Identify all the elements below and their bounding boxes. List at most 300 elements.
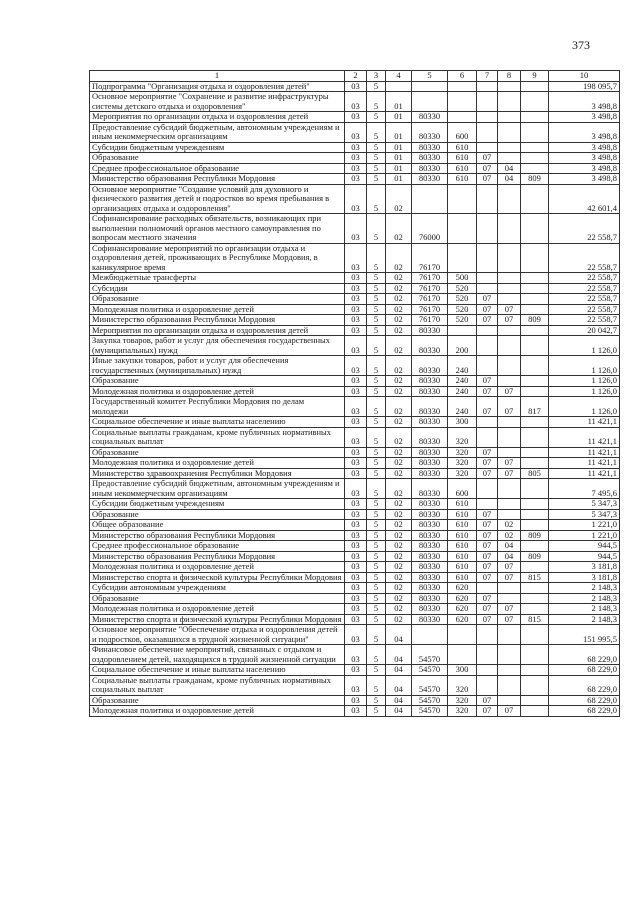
code-cell: 5 <box>367 184 386 214</box>
code-cell: 80330 <box>412 325 448 336</box>
amount-cell: 5 347,3 <box>549 509 620 520</box>
code-cell <box>498 593 521 604</box>
code-cell: 5 <box>367 458 386 469</box>
table-row <box>90 174 620 185</box>
amount-cell: 3 181,8 <box>549 562 620 573</box>
code-cell: 610 <box>448 142 477 153</box>
table-row <box>90 386 620 397</box>
code-cell: 815 <box>521 614 549 625</box>
row-name-cell: Образование <box>90 593 345 604</box>
code-cell: 07 <box>498 562 521 573</box>
code-cell: 02 <box>386 479 412 499</box>
row-name-cell: Молодежная политика и оздоровление детей <box>90 706 345 717</box>
code-cell <box>498 153 521 164</box>
code-cell: 03 <box>345 541 367 552</box>
code-cell: 03 <box>345 153 367 164</box>
code-cell <box>498 336 521 356</box>
table-row <box>90 551 620 562</box>
code-cell <box>477 122 498 142</box>
code-cell: 07 <box>477 376 498 387</box>
row-name-cell: Софинансирование расходных обязательств, возникающих при выполнении полномочий органов местного самоуправления по вопросам местного значения <box>90 214 345 244</box>
code-cell: 520 <box>448 294 477 305</box>
code-cell: 02 <box>386 417 412 428</box>
table-row <box>90 214 620 244</box>
code-cell: 809 <box>521 174 549 185</box>
code-cell: 07 <box>477 593 498 604</box>
code-cell: 03 <box>345 273 367 284</box>
code-cell: 5 <box>367 645 386 665</box>
code-cell: 02 <box>386 499 412 510</box>
row-name-cell: Министерство образования Республики Мордовия <box>90 315 345 326</box>
code-cell <box>521 520 549 531</box>
table-row <box>90 92 620 112</box>
code-cell: 02 <box>386 283 412 294</box>
code-cell: 5 <box>367 153 386 164</box>
code-cell: 5 <box>367 499 386 510</box>
code-cell <box>477 356 498 376</box>
code-cell <box>498 325 521 336</box>
code-cell: 80330 <box>412 468 448 479</box>
code-cell: 02 <box>386 468 412 479</box>
row-name-cell: Социальные выплаты гражданам, кроме публичных нормативных социальных выплат <box>90 427 345 447</box>
amount-cell: 22 558,7 <box>549 294 620 305</box>
code-cell <box>477 645 498 665</box>
amount-cell: 68 229,0 <box>549 665 620 676</box>
amount-cell: 151 995,5 <box>549 625 620 645</box>
code-cell <box>521 645 549 665</box>
code-cell: 02 <box>386 427 412 447</box>
code-cell <box>498 583 521 594</box>
code-cell: 54570 <box>412 695 448 706</box>
code-cell: 04 <box>498 174 521 185</box>
code-cell <box>498 81 521 92</box>
amount-cell: 11 421,1 <box>549 447 620 458</box>
table-row <box>90 625 620 645</box>
code-cell: 01 <box>386 142 412 153</box>
code-cell <box>477 499 498 510</box>
code-cell: 5 <box>367 604 386 615</box>
code-cell <box>448 81 477 92</box>
code-cell: 320 <box>448 695 477 706</box>
code-cell: 02 <box>498 520 521 531</box>
code-cell: 02 <box>386 614 412 625</box>
table-header-row <box>90 71 620 82</box>
code-cell: 02 <box>386 243 412 273</box>
code-cell: 5 <box>367 706 386 717</box>
row-name-cell: Финансовое обеспечение мероприятий, связанных с отдыхом и оздоровлением детей, находящихся в трудной жизненной ситуации <box>90 645 345 665</box>
code-cell: 5 <box>367 273 386 284</box>
code-cell: 80330 <box>412 541 448 552</box>
code-cell: 817 <box>521 397 549 417</box>
code-cell: 03 <box>345 356 367 376</box>
code-cell: 02 <box>386 541 412 552</box>
code-cell: 07 <box>477 551 498 562</box>
code-cell: 805 <box>521 468 549 479</box>
code-cell: 03 <box>345 315 367 326</box>
code-cell: 03 <box>345 593 367 604</box>
code-cell: 80330 <box>412 593 448 604</box>
code-cell: 07 <box>477 153 498 164</box>
header-cell: 9 <box>521 71 549 82</box>
code-cell: 80330 <box>412 163 448 174</box>
code-cell: 5 <box>367 163 386 174</box>
amount-cell: 3 498,8 <box>549 112 620 123</box>
code-cell: 03 <box>345 499 367 510</box>
row-name-cell: Молодежная политика и оздоровление детей <box>90 604 345 615</box>
code-cell: 03 <box>345 479 367 499</box>
code-cell: 5 <box>367 81 386 92</box>
code-cell: 02 <box>386 447 412 458</box>
code-cell: 03 <box>345 675 367 695</box>
code-cell <box>521 304 549 315</box>
code-cell: 03 <box>345 604 367 615</box>
amount-cell: 68 229,0 <box>549 645 620 665</box>
row-name-cell: Субсидии бюджетным учреждениям <box>90 499 345 510</box>
amount-cell: 22 558,7 <box>549 304 620 315</box>
code-cell: 5 <box>367 325 386 336</box>
amount-cell: 944,5 <box>549 541 620 552</box>
code-cell: 03 <box>345 174 367 185</box>
code-cell <box>521 184 549 214</box>
code-cell: 80330 <box>412 397 448 417</box>
code-cell <box>412 92 448 112</box>
code-cell <box>498 479 521 499</box>
code-cell <box>498 645 521 665</box>
code-cell: 5 <box>367 92 386 112</box>
code-cell: 5 <box>367 562 386 573</box>
code-cell: 5 <box>367 417 386 428</box>
code-cell: 80330 <box>412 336 448 356</box>
code-cell: 07 <box>498 304 521 315</box>
code-cell: 03 <box>345 304 367 315</box>
code-cell: 5 <box>367 541 386 552</box>
code-cell <box>521 92 549 112</box>
table-row <box>90 665 620 676</box>
code-cell: 07 <box>477 294 498 305</box>
code-cell <box>521 509 549 520</box>
code-cell <box>521 499 549 510</box>
code-cell: 07 <box>498 315 521 326</box>
code-cell: 5 <box>367 376 386 387</box>
table-row <box>90 645 620 665</box>
code-cell: 03 <box>345 562 367 573</box>
code-cell: 5 <box>367 551 386 562</box>
code-cell: 54570 <box>412 665 448 676</box>
code-cell <box>477 112 498 123</box>
table-row <box>90 243 620 273</box>
code-cell <box>498 675 521 695</box>
amount-cell: 22 558,7 <box>549 273 620 284</box>
code-cell: 07 <box>477 706 498 717</box>
code-cell: 320 <box>448 468 477 479</box>
code-cell: 07 <box>477 541 498 552</box>
code-cell: 240 <box>448 356 477 376</box>
code-cell: 04 <box>386 706 412 717</box>
row-name-cell: Образование <box>90 509 345 520</box>
table-row <box>90 675 620 695</box>
code-cell <box>477 325 498 336</box>
code-cell: 07 <box>477 458 498 469</box>
row-name-cell: Межбюджетные трансферты <box>90 273 345 284</box>
code-cell: 5 <box>367 593 386 604</box>
code-cell <box>477 479 498 499</box>
code-cell: 07 <box>498 604 521 615</box>
header-cell: 4 <box>386 71 412 82</box>
code-cell: 80330 <box>412 153 448 164</box>
code-cell <box>521 604 549 615</box>
row-name-cell: Министерство здравоохранения Республики Мордовия <box>90 468 345 479</box>
code-cell <box>521 695 549 706</box>
row-name-cell: Субсидии бюджетным учреждениям <box>90 142 345 153</box>
amount-cell: 1 221,0 <box>549 530 620 541</box>
amount-cell: 11 421,1 <box>549 458 620 469</box>
code-cell <box>477 283 498 294</box>
code-cell <box>521 665 549 676</box>
code-cell: 620 <box>448 593 477 604</box>
code-cell: 5 <box>367 520 386 531</box>
table-row <box>90 81 620 92</box>
code-cell: 54570 <box>412 675 448 695</box>
code-cell: 02 <box>386 530 412 541</box>
code-cell: 02 <box>386 397 412 417</box>
amount-cell: 11 421,1 <box>549 417 620 428</box>
code-cell: 04 <box>386 675 412 695</box>
code-cell <box>521 675 549 695</box>
header-cell: 2 <box>345 71 367 82</box>
code-cell: 03 <box>345 325 367 336</box>
code-cell: 02 <box>386 356 412 376</box>
code-cell: 03 <box>345 92 367 112</box>
code-cell: 76170 <box>412 283 448 294</box>
code-cell: 80330 <box>412 572 448 583</box>
code-cell: 610 <box>448 562 477 573</box>
code-cell: 80330 <box>412 530 448 541</box>
code-cell: 07 <box>477 604 498 615</box>
table-row <box>90 583 620 594</box>
amount-cell: 3 498,8 <box>549 153 620 164</box>
code-cell <box>448 325 477 336</box>
code-cell: 5 <box>367 583 386 594</box>
code-cell: 04 <box>386 645 412 665</box>
code-cell: 03 <box>345 447 367 458</box>
table-row <box>90 468 620 479</box>
code-cell: 03 <box>345 551 367 562</box>
code-cell: 5 <box>367 447 386 458</box>
code-cell: 610 <box>448 509 477 520</box>
code-cell <box>498 356 521 376</box>
row-name-cell: Министерство образования Республики Мордовия <box>90 530 345 541</box>
amount-cell: 7 495,6 <box>549 479 620 499</box>
table-row <box>90 163 620 174</box>
code-cell: 07 <box>498 572 521 583</box>
code-cell: 5 <box>367 509 386 520</box>
code-cell: 07 <box>477 509 498 520</box>
amount-cell: 3 498,8 <box>549 174 620 185</box>
row-name-cell: Среднее профессиональное образование <box>90 541 345 552</box>
table-row <box>90 499 620 510</box>
code-cell <box>521 447 549 458</box>
code-cell: 07 <box>477 695 498 706</box>
code-cell <box>477 243 498 273</box>
code-cell: 01 <box>386 153 412 164</box>
table-row <box>90 122 620 142</box>
amount-cell: 68 229,0 <box>549 706 620 717</box>
code-cell: 80330 <box>412 386 448 397</box>
code-cell: 240 <box>448 397 477 417</box>
code-cell <box>477 184 498 214</box>
code-cell <box>498 695 521 706</box>
amount-cell: 1 126,0 <box>549 397 620 417</box>
row-name-cell: Молодежная политика и оздоровление детей <box>90 386 345 397</box>
code-cell: 02 <box>386 593 412 604</box>
code-cell: 03 <box>345 184 367 214</box>
code-cell: 07 <box>477 304 498 315</box>
amount-cell: 20 042,7 <box>549 325 620 336</box>
code-cell: 520 <box>448 304 477 315</box>
code-cell: 76170 <box>412 304 448 315</box>
row-name-cell: Субсидии <box>90 283 345 294</box>
code-cell: 02 <box>386 386 412 397</box>
code-cell <box>521 479 549 499</box>
code-cell: 320 <box>448 458 477 469</box>
amount-cell: 11 421,1 <box>549 468 620 479</box>
header-cell: 8 <box>498 71 521 82</box>
table-row <box>90 562 620 573</box>
code-cell: 5 <box>367 112 386 123</box>
code-cell: 02 <box>386 184 412 214</box>
table-row <box>90 541 620 552</box>
code-cell: 01 <box>386 112 412 123</box>
amount-cell: 2 148,3 <box>549 604 620 615</box>
amount-cell: 1 126,0 <box>549 356 620 376</box>
code-cell: 03 <box>345 376 367 387</box>
row-name-cell: Молодежная политика и оздоровление детей <box>90 562 345 573</box>
code-cell <box>521 417 549 428</box>
code-cell: 80330 <box>412 551 448 562</box>
table-row <box>90 427 620 447</box>
code-cell: 610 <box>448 499 477 510</box>
code-cell: 320 <box>448 675 477 695</box>
row-name-cell: Социальное обеспечение и иные выплаты населению <box>90 417 345 428</box>
code-cell: 02 <box>386 583 412 594</box>
code-cell <box>477 417 498 428</box>
row-name-cell: Образование <box>90 695 345 706</box>
code-cell <box>412 184 448 214</box>
code-cell: 03 <box>345 163 367 174</box>
code-cell: 07 <box>498 397 521 417</box>
code-cell <box>448 92 477 112</box>
code-cell: 240 <box>448 376 477 387</box>
row-name-cell: Среднее профессиональное образование <box>90 163 345 174</box>
code-cell: 03 <box>345 283 367 294</box>
code-cell: 5 <box>367 142 386 153</box>
amount-cell: 3 498,8 <box>549 142 620 153</box>
code-cell: 07 <box>498 614 521 625</box>
code-cell: 02 <box>386 520 412 531</box>
code-cell <box>521 593 549 604</box>
code-cell: 02 <box>386 551 412 562</box>
code-cell: 80330 <box>412 427 448 447</box>
code-cell: 02 <box>386 214 412 244</box>
code-cell: 76000 <box>412 214 448 244</box>
code-cell: 02 <box>386 572 412 583</box>
code-cell: 80330 <box>412 356 448 376</box>
row-name-cell: Образование <box>90 294 345 305</box>
code-cell: 07 <box>498 458 521 469</box>
amount-cell: 3 498,8 <box>549 163 620 174</box>
code-cell: 620 <box>448 583 477 594</box>
row-name-cell: Общее образование <box>90 520 345 531</box>
code-cell <box>521 122 549 142</box>
code-cell: 5 <box>367 614 386 625</box>
code-cell: 04 <box>498 163 521 174</box>
code-cell <box>412 625 448 645</box>
code-cell <box>521 153 549 164</box>
code-cell <box>498 112 521 123</box>
amount-cell: 2 148,3 <box>549 614 620 625</box>
code-cell: 02 <box>386 509 412 520</box>
code-cell: 02 <box>386 562 412 573</box>
code-cell <box>521 625 549 645</box>
amount-cell: 22 558,7 <box>549 243 620 273</box>
code-cell <box>477 583 498 594</box>
table-row <box>90 304 620 315</box>
code-cell <box>498 665 521 676</box>
code-cell: 5 <box>367 122 386 142</box>
amount-cell: 944,5 <box>549 551 620 562</box>
amount-cell: 3 181,8 <box>549 572 620 583</box>
code-cell: 07 <box>477 397 498 417</box>
code-cell: 03 <box>345 520 367 531</box>
code-cell: 5 <box>367 386 386 397</box>
code-cell: 76170 <box>412 243 448 273</box>
code-cell <box>521 214 549 244</box>
row-name-cell: Социальные выплаты гражданам, кроме публичных нормативных социальных выплат <box>90 675 345 695</box>
code-cell: 04 <box>498 541 521 552</box>
code-cell: 5 <box>367 315 386 326</box>
table-row <box>90 315 620 326</box>
code-cell <box>412 81 448 92</box>
code-cell <box>521 386 549 397</box>
code-cell: 80330 <box>412 520 448 531</box>
code-cell: 03 <box>345 386 367 397</box>
code-cell: 320 <box>448 447 477 458</box>
code-cell: 03 <box>345 112 367 123</box>
code-cell: 03 <box>345 214 367 244</box>
code-cell <box>477 92 498 112</box>
code-cell: 80330 <box>412 583 448 594</box>
code-cell: 5 <box>367 625 386 645</box>
table-row <box>90 509 620 520</box>
code-cell: 03 <box>345 695 367 706</box>
code-cell: 01 <box>386 174 412 185</box>
code-cell: 610 <box>448 153 477 164</box>
code-cell: 80330 <box>412 112 448 123</box>
code-cell: 5 <box>367 427 386 447</box>
code-cell <box>521 283 549 294</box>
code-cell <box>521 356 549 376</box>
code-cell: 07 <box>477 174 498 185</box>
table-row <box>90 572 620 583</box>
code-cell <box>448 112 477 123</box>
code-cell: 80330 <box>412 604 448 615</box>
code-cell: 320 <box>448 427 477 447</box>
code-cell: 04 <box>498 551 521 562</box>
code-cell: 76170 <box>412 315 448 326</box>
code-cell <box>498 427 521 447</box>
code-cell <box>448 214 477 244</box>
code-cell <box>477 142 498 153</box>
